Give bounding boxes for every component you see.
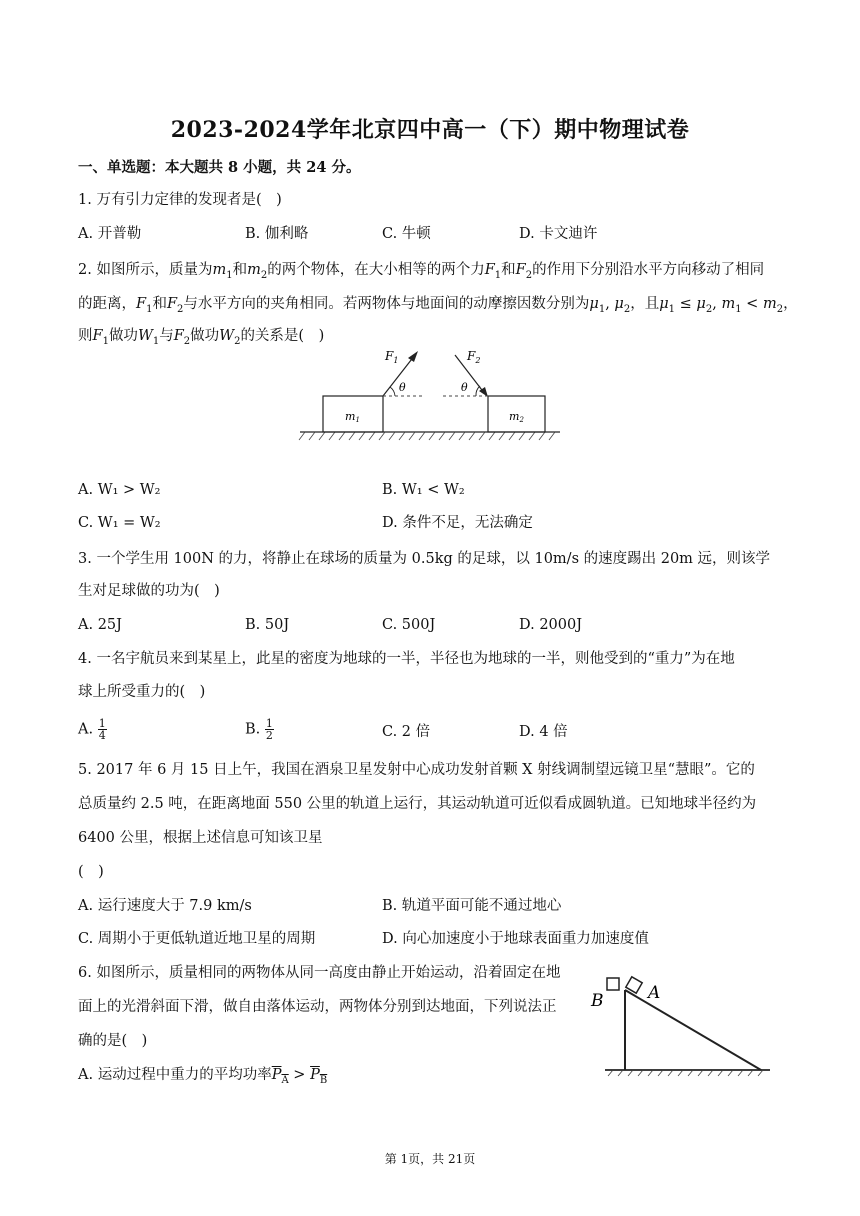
label-f1: $F_1$ <box>385 349 399 365</box>
block-a <box>626 977 642 993</box>
q2-option-c: C. W₁ = W₂ <box>78 515 161 531</box>
q4-option-b: B. $\frac{1}{2}$ <box>245 717 273 742</box>
q4-stem-line1: 4. 一名宇航员来到某星上，此星的密度为地球的一半，半径也为地球的一半，则他受到的“重力”为在地 <box>78 651 735 667</box>
angle-theta-2: θ <box>461 381 468 394</box>
q5-option-b: B. 轨道平面可能不通过地心 <box>382 898 562 914</box>
q4-stem-line2: 球上所受重力的( ) <box>78 684 206 700</box>
q4-option-d: D. 4 倍 <box>519 724 568 740</box>
page-title: 2023-2024学年北京四中高一（下）期中物理试卷 <box>170 117 690 143</box>
block-b <box>607 978 619 990</box>
q5-stem-line1: 5. 2017 年 6 月 15 日上午，我国在酒泉卫星发射中心成功发射首颗 X 射线调制望远镜卫星“慧眼”。它的 <box>78 762 755 778</box>
q5-option-c: C. 周期小于更低轨道近地卫星的周期 <box>78 931 316 947</box>
q2-option-a: A. W₁ > W₂ <box>78 482 161 498</box>
q2-option-d: D. 条件不足，无法确定 <box>382 515 533 531</box>
section-heading: 一、单选题：本大题共 8 小题，共 24 分。 <box>78 159 361 176</box>
q6-stem-line1: 6. 如图所示，质量相同的两物体从同一高度由静止开始运动，沿着固定在地 <box>78 965 561 981</box>
q3-option-a: A. 25J <box>78 617 122 633</box>
q3-option-d: D. 2000J <box>519 617 583 633</box>
q5-stem-line4: ( ) <box>78 864 104 880</box>
q2-force-diagram <box>295 345 565 445</box>
q5-stem-line2: 总质量约 2.5 吨，在距离地面 550 公里的轨道上运行，其运动轨道可近似看成圆轨道。已知地球半径约为 <box>78 796 757 812</box>
q4-option-c: C. 2 倍 <box>382 724 431 740</box>
q6-stem-line2: 面上的光滑斜面下滑，做自由落体运动，两物体分别到达地面，下列说法正 <box>78 999 557 1015</box>
label-a: A <box>648 983 661 1003</box>
q2-option-b: B. W₁ < W₂ <box>382 482 465 498</box>
q6-option-a: A. 运动过程中重力的平均功率$P_A > P_B$ <box>78 1067 328 1086</box>
label-f2: $F_2$ <box>467 349 481 365</box>
angle-theta-1: θ <box>399 381 406 394</box>
q5-option-a: A. 运行速度大于 7.9 km/s <box>78 898 252 914</box>
q1-option-a: A. 开普勒 <box>78 226 142 242</box>
q3-option-c: C. 500J <box>382 617 436 633</box>
q6-incline-diagram <box>585 968 775 1080</box>
q6-stem-line3: 确的是( ) <box>78 1033 148 1049</box>
q4-option-a: A. $\frac{1}{4}$ <box>78 717 106 742</box>
q5-option-d: D. 向心加速度小于地球表面重力加速度值 <box>382 931 649 947</box>
q3-option-b: B. 50J <box>245 617 290 633</box>
label-m1: m1 <box>345 410 360 424</box>
q3-stem-line2: 生对足球做的功为( ) <box>78 583 220 599</box>
q1-option-d: D. 卡文迪许 <box>519 226 598 242</box>
q1-option-b: B. 伽利略 <box>245 226 309 242</box>
q2-stem-line3: 则$F_1$做功$W_1$与$F_2$做功$W_2$的关系是( ) <box>78 328 325 347</box>
q1-option-c: C. 牛顿 <box>382 226 431 242</box>
q2-stem-line1: 2. 如图所示，质量为$m_1$和$m_2$的两个物体，在大小相等的两个力$F_1$和$F_2$的作用下分别沿水平方向移动了相同 <box>78 262 765 281</box>
page-footer: 第 1页，共 21页 <box>384 1152 476 1166</box>
q3-stem-line1: 3. 一个学生用 100N 的力，将静止在球场的质量为 0.5kg 的足球，以 10m/s 的速度踢出 20m 远，则该学 <box>78 551 771 567</box>
q1-stem: 1. 万有引力定律的发现者是( ) <box>78 192 282 208</box>
label-b: B <box>591 991 604 1011</box>
label-m2: m2 <box>509 410 524 424</box>
q2-stem-line2: 的距离，$F_1$和$F_2$与水平方向的夹角相同。若两物体与地面间的动摩擦因数分别为$\mu_1$, $\mu_2$，且$\mu_1 \le \mu_2$, $m_1 < m_2$， <box>78 296 798 315</box>
q5-stem-line3: 6400 公里，根据上述信息可知该卫星 <box>78 830 323 846</box>
